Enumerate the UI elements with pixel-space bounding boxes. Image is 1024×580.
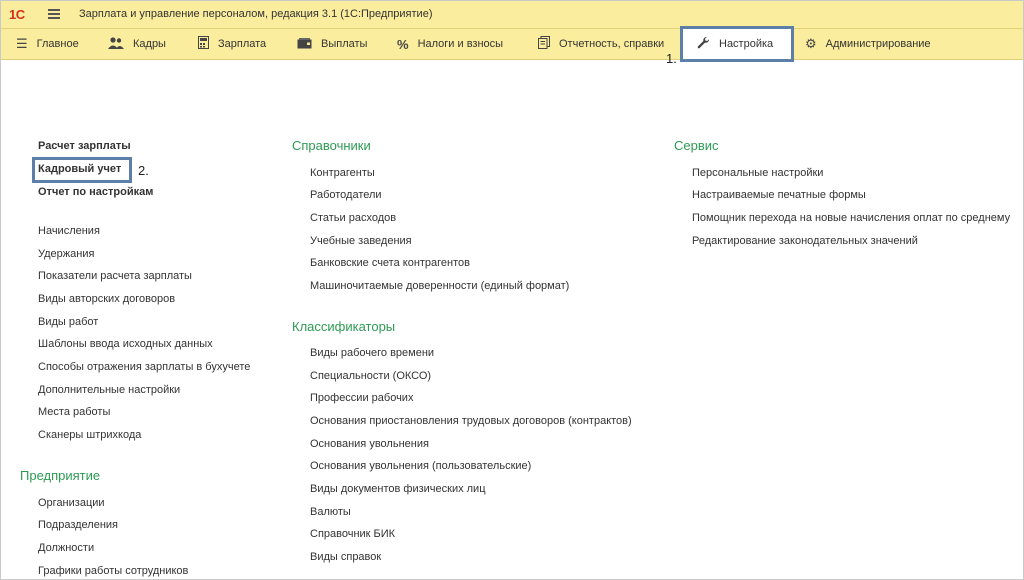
- section-label: Отчетность, справки: [559, 38, 665, 50]
- link-positions[interactable]: Должности: [38, 542, 95, 554]
- link-bank-accounts[interactable]: Банковские счета контрагентов: [310, 257, 471, 269]
- section-label: Налоги и взносы: [417, 38, 504, 50]
- step-2-label: 2.: [138, 163, 149, 178]
- link-deductions[interactable]: Удержания: [38, 248, 95, 260]
- link-dismissal-grounds-custom[interactable]: Основания увольнения (пользовательские): [310, 460, 532, 472]
- section-label: Главное: [36, 38, 79, 50]
- link-payroll-indicators[interactable]: Показатели расчета зарплаты: [38, 270, 192, 282]
- wallet-icon: [297, 37, 312, 52]
- link-employers[interactable]: Работодатели: [310, 189, 382, 201]
- section-label: Зарплата: [218, 38, 267, 50]
- link-counterparties[interactable]: Контрагенты: [310, 167, 375, 179]
- link-departments[interactable]: Подразделения: [38, 519, 118, 531]
- link-organizations[interactable]: Организации: [38, 497, 105, 509]
- link-specialties[interactable]: Специальности (ОКСО): [310, 370, 432, 382]
- link-legislative-values[interactable]: Редактирование законодательных значений: [692, 235, 918, 247]
- group-title-directories: Справочники: [292, 138, 371, 153]
- group-title-classifiers: Классификаторы: [292, 319, 396, 334]
- link-average-pay-wizard[interactable]: Помощник перехода на новые начисления оплат по среднему: [692, 212, 1011, 224]
- section-taxes[interactable]: [397, 29, 503, 59]
- link-print-forms[interactable]: Настраиваемые печатные формы: [692, 189, 866, 201]
- section-label: Настройка: [719, 38, 774, 50]
- link-work-time-types[interactable]: Виды рабочего времени: [310, 347, 435, 359]
- section-payments[interactable]: [297, 29, 367, 59]
- link-expense-items[interactable]: Статьи расходов: [310, 212, 397, 224]
- group-title-enterprise: Предприятие: [20, 468, 101, 483]
- percent-icon: %: [397, 36, 409, 52]
- sections-panel: [1, 29, 1023, 60]
- section-salary[interactable]: [198, 29, 266, 59]
- hr-settings-highlight: [32, 157, 132, 183]
- link-accruals[interactable]: Начисления: [38, 225, 100, 237]
- link-work-types[interactable]: Виды работ: [38, 316, 99, 328]
- link-personal-settings[interactable]: Персональные настройки: [692, 167, 824, 179]
- section-administration[interactable]: [805, 29, 931, 59]
- main-menu-icon[interactable]: [48, 9, 60, 19]
- window-title: Зарплата и управление персоналом, редакция 3.1 (1С:Предприятие): [79, 8, 433, 20]
- link-payroll-settings[interactable]: Расчет зарплаты: [38, 140, 131, 152]
- link-input-templates[interactable]: Шаблоны ввода исходных данных: [38, 338, 213, 350]
- section-reports[interactable]: [538, 29, 664, 59]
- settings-highlight: [680, 26, 794, 62]
- hamburger-icon: ☰: [16, 36, 28, 51]
- link-settings-report[interactable]: Отчет по настройкам: [38, 186, 154, 198]
- section-main[interactable]: [16, 29, 79, 59]
- step-1-label: 1.: [666, 51, 677, 66]
- link-accounting-reflection[interactable]: Способы отражения зарплаты в бухучете: [38, 361, 251, 373]
- section-label: Выплаты: [321, 38, 368, 50]
- link-machine-readable-poa[interactable]: Машиночитаемые доверенности (единый формат): [310, 280, 570, 292]
- title-bar: [1, 1, 1023, 29]
- link-currencies[interactable]: Валюты: [310, 506, 351, 518]
- link-workplaces[interactable]: Места работы: [38, 406, 111, 418]
- people-icon: [108, 37, 124, 52]
- calculator-icon: [198, 36, 209, 52]
- link-bik-directory[interactable]: Справочник БИК: [310, 528, 396, 540]
- link-work-schedules[interactable]: Графики работы сотрудников: [38, 565, 189, 577]
- reports-icon: [538, 36, 550, 52]
- link-suspension-grounds[interactable]: Основания приостановления трудовых договоров (контрактов): [310, 415, 632, 427]
- link-dismissal-grounds[interactable]: Основания увольнения: [310, 438, 429, 450]
- link-worker-professions[interactable]: Профессии рабочих: [310, 392, 414, 404]
- gear-icon: ⚙: [805, 36, 817, 51]
- link-certificate-types[interactable]: Виды справок: [310, 551, 382, 563]
- link-id-document-types[interactable]: Виды документов физических лиц: [310, 483, 486, 495]
- link-additional-settings[interactable]: Дополнительные настройки: [38, 384, 181, 396]
- section-hr[interactable]: [108, 29, 166, 59]
- link-author-contract-types[interactable]: Виды авторских договоров: [38, 293, 176, 305]
- app-logo: 1С: [9, 7, 25, 22]
- group-title-service: Сервис: [674, 138, 719, 153]
- section-label: Администрирование: [825, 38, 931, 50]
- link-educational-institutions[interactable]: Учебные заведения: [310, 235, 412, 247]
- section-label: Кадры: [133, 38, 166, 50]
- link-hr-settings[interactable]: Кадровый учет: [38, 163, 122, 175]
- link-barcode-scanners[interactable]: Сканеры штрихкода: [38, 429, 142, 441]
